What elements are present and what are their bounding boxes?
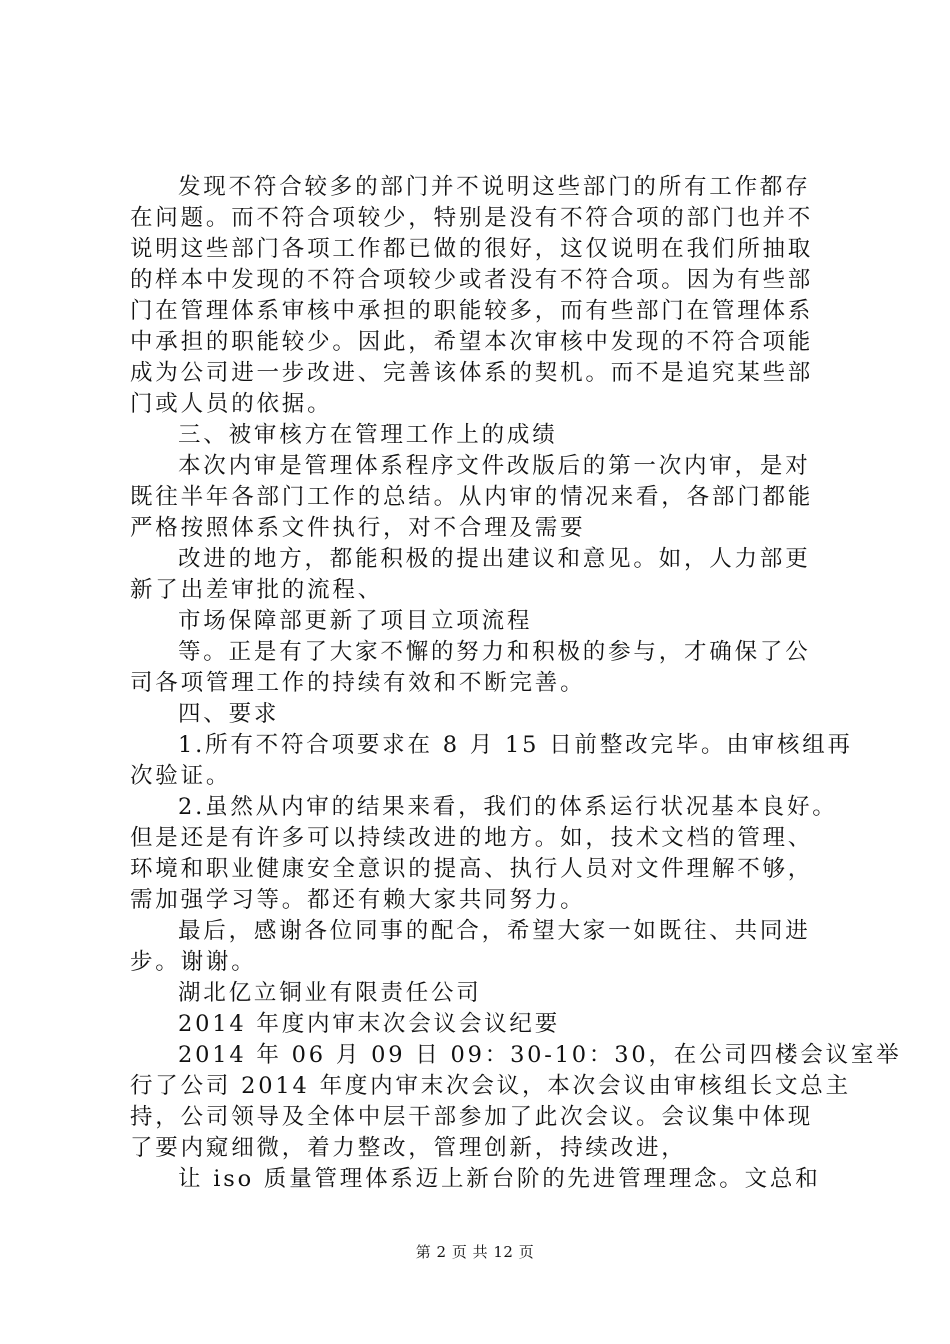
text-line: 四、要求 (178, 701, 280, 727)
text-line: 本次内审是管理体系程序文件改版后的第一次内审，是对 (178, 453, 811, 479)
text-line: 环境和职业健康安全意识的提高、执行人员对文件理解不够， (130, 856, 814, 882)
text-line: 的样本中发现的不符合项较少或者没有不符合项。因为有些部 (130, 267, 814, 293)
text-line: 市场保障部更新了项目立项流程 (178, 608, 533, 634)
text-line: 在问题。而不符合项较少，特别是没有不符合项的部门也并不 (130, 205, 814, 231)
text-line: 湖北亿立铜业有限责任公司 (178, 980, 482, 1006)
text-line: 1.所有不符合项要求在 8 月 15 日前整改完毕。由审核组再 (178, 732, 853, 758)
text-line: 门或人员的依据。 (130, 391, 333, 417)
text-line: 成为公司进一步改进、完善该体系的契机。而不是追究某些部 (130, 360, 814, 386)
text-line: 2014 年度内审末次会议会议纪要 (178, 1011, 561, 1037)
text-line: 中承担的职能较少。因此，希望本次审核中发现的不符合项能 (130, 329, 814, 355)
document-body (130, 172, 902, 1195)
text-line: 既往半年各部门工作的总结。从内审的情况来看，各部门都能 (130, 484, 814, 510)
text-line: 司各项管理工作的持续有效和不断完善。 (130, 670, 586, 696)
text-line: 严格按照体系文件执行，对不合理及需要 (130, 515, 586, 541)
text-line: 门在管理体系审核中承担的职能较多，而有些部门在管理体系 (130, 298, 814, 324)
text-line: 等。正是有了大家不懈的努力和积极的参与，才确保了公 (178, 639, 811, 665)
text-line: 让 iso 质量管理体系迈上新台阶的先进管理理念。文总和 (178, 1166, 821, 1192)
page-footer: 第 2 页 共 12 页 (415, 1243, 535, 1261)
text-line: 发现不符合较多的部门并不说明这些部门的所有工作都存 (178, 174, 811, 200)
text-line: 新了出差审批的流程、 (130, 577, 384, 603)
text-line: 步。谢谢。 (130, 949, 257, 975)
text-line: 说明这些部门各项工作都已做的很好，这仅说明在我们所抽取 (130, 236, 814, 262)
text-line: 2014 年 06 月 09 日 09：30-10：30，在公司四楼会议室举 (178, 1042, 902, 1068)
text-line: 最后，感谢各位同事的配合，希望大家一如既往、共同进 (178, 918, 811, 944)
text-line: 持，公司领导及全体中层干部参加了此次会议。会议集中体现 (130, 1104, 814, 1130)
text-line: 三、被审核方在管理工作上的成绩 (178, 422, 558, 448)
text-line: 了要内窥细微，着力整改，管理创新，持续改进， (130, 1135, 687, 1161)
text-line: 次验证。 (130, 763, 232, 789)
text-line: 但是还是有许多可以持续改进的地方。如，技术文档的管理、 (130, 825, 814, 851)
text-line: 改进的地方，都能积极的提出建议和意见。如，人力部更 (178, 546, 811, 572)
text-line: 需加强学习等。都还有赖大家共同努力。 (130, 887, 586, 913)
text-line: 行了公司 2014 年度内审末次会议，本次会议由审核组长文总主 (130, 1073, 851, 1099)
text-line: 2.虽然从内审的结果来看，我们的体系运行状况基本良好。 (178, 794, 838, 820)
